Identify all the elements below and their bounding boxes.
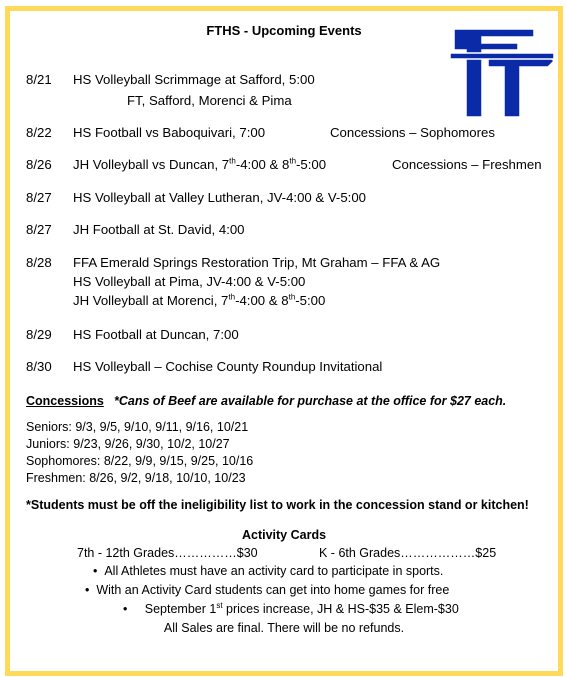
event-date: 8/22 [26, 125, 52, 140]
event-text: HS Football at Duncan, 7:00 [73, 327, 239, 342]
event-text: JH Volleyball vs Duncan, 7th-4:00 & 8th-5:00 [73, 156, 327, 172]
event-text: HS Football vs Baboquivari, 7:00 [73, 125, 266, 140]
event-date: 8/30 [26, 359, 52, 374]
event-date: 8/21 [26, 72, 52, 87]
concessions-line: Sophomores: 8/22, 9/9, 9/15, 9/25, 10/16 [26, 454, 254, 468]
event-concessions: Concessions – Sophomores [330, 125, 495, 140]
event-concessions: Concessions – Freshmen [392, 157, 542, 172]
concessions-heading: Concessions [26, 394, 104, 408]
event-flyer [5, 6, 563, 676]
activity-heading: Activity Cards [241, 528, 327, 542]
activity-price: 7th - 12th Grades……………$30 [77, 546, 258, 560]
activity-bullet: • All Athletes must have an activity card to participate in sports. [93, 564, 444, 578]
event-text: HS Volleyball at Valley Lutheran, JV-4:00 & V-5:00 [73, 190, 366, 205]
activity-final: All Sales are final. There will be no refunds. [163, 621, 405, 635]
concessions-warning: *Students must be off the ineligibility list to work in the concession stand or kitchen! [26, 498, 529, 512]
concessions-line: Freshmen: 8/26, 9/2, 9/18, 10/10, 10/23 [26, 471, 246, 485]
event-subtext: FT, Safford, Morenci & Pima [127, 93, 292, 108]
activity-bullet: • September 1st prices increase, JH & HS-$35 & Elem-$30 [123, 600, 459, 616]
event-date: 8/27 [26, 190, 52, 205]
event-text: HS Volleyball Scrimmage at Safford, 5:00 [73, 72, 315, 87]
activity-bullet: • With an Activity Card students can get into home games for free [85, 583, 450, 597]
concessions-note: *Cans of Beef are available for purchase at the office for $27 each. [114, 394, 507, 408]
event-date: 8/26 [26, 157, 52, 172]
event-date: 8/29 [26, 327, 52, 342]
event-date: 8/28 [26, 255, 52, 270]
event-text: JH Volleyball at Morenci, 7th-4:00 & 8th-5:00 [73, 292, 326, 308]
event-text: HS Volleyball at Pima, JV-4:00 & V-5:00 [73, 274, 306, 289]
activity-price: K - 6th Grades………………$25 [319, 546, 497, 560]
event-date: 8/27 [26, 222, 52, 237]
event-text: FFA Emerald Springs Restoration Trip, Mt Graham – FFA & AG [73, 255, 441, 270]
concessions-line: Seniors: 9/3, 9/5, 9/10, 9/11, 9/16, 10/21 [26, 420, 249, 434]
concessions-line: Juniors: 9/23, 9/26, 9/30, 10/2, 10/27 [26, 437, 230, 451]
event-text: HS Volleyball – Cochise County Roundup Invitational [73, 359, 383, 374]
ft-logo-icon [448, 23, 556, 121]
event-text: JH Football at St. David, 4:00 [73, 222, 245, 237]
page-title: FTHS - Upcoming Events [206, 23, 362, 38]
